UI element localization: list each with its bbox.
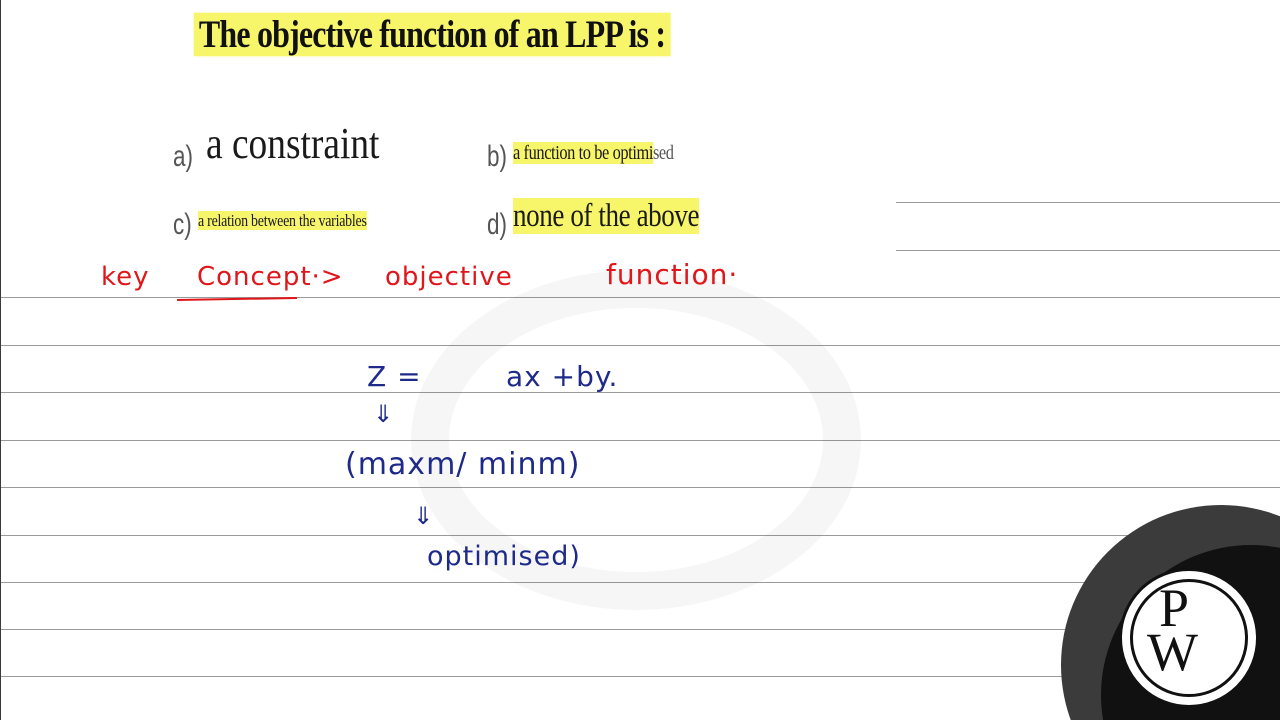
ruled-line: [896, 250, 1280, 251]
logo-letter-p: P: [1159, 578, 1190, 638]
option-d-highlighted: none of the above: [513, 198, 700, 234]
pw-logo: [1119, 568, 1259, 708]
option-c-highlighted: a relation between the variables: [198, 211, 367, 230]
logo-letter-w: W: [1147, 622, 1198, 682]
option-b-highlighted: a function to be optimi: [513, 142, 653, 164]
option-d-letter: d): [487, 208, 508, 241]
option-b-letter: b): [487, 140, 508, 173]
note-function: function·: [606, 258, 739, 291]
option-b-rest: sed: [652, 142, 674, 164]
note-concept: Concept·>: [197, 262, 344, 292]
note-objective: objective: [385, 262, 513, 292]
down-arrow-icon: ⇓: [413, 502, 435, 530]
option-a-letter: a): [173, 140, 194, 173]
note-z-equals: Z =: [367, 360, 422, 393]
question-title: [194, 12, 670, 57]
note-max-min: (maxm/ minm): [345, 447, 581, 482]
option-d-text: [513, 198, 699, 235]
option-b-text: [513, 142, 674, 165]
note-key: key: [101, 262, 150, 292]
option-c-letter: c): [173, 208, 192, 241]
option-a-text: a constraint: [206, 119, 380, 168]
question-text: The objective function of an LPP is :: [194, 13, 670, 56]
option-c-text: [198, 211, 367, 231]
note-optimised: optimised): [427, 541, 581, 572]
down-arrow-icon: ⇓: [373, 400, 395, 428]
ruled-line: [896, 202, 1280, 203]
note-expression: ax +by.: [506, 360, 619, 393]
